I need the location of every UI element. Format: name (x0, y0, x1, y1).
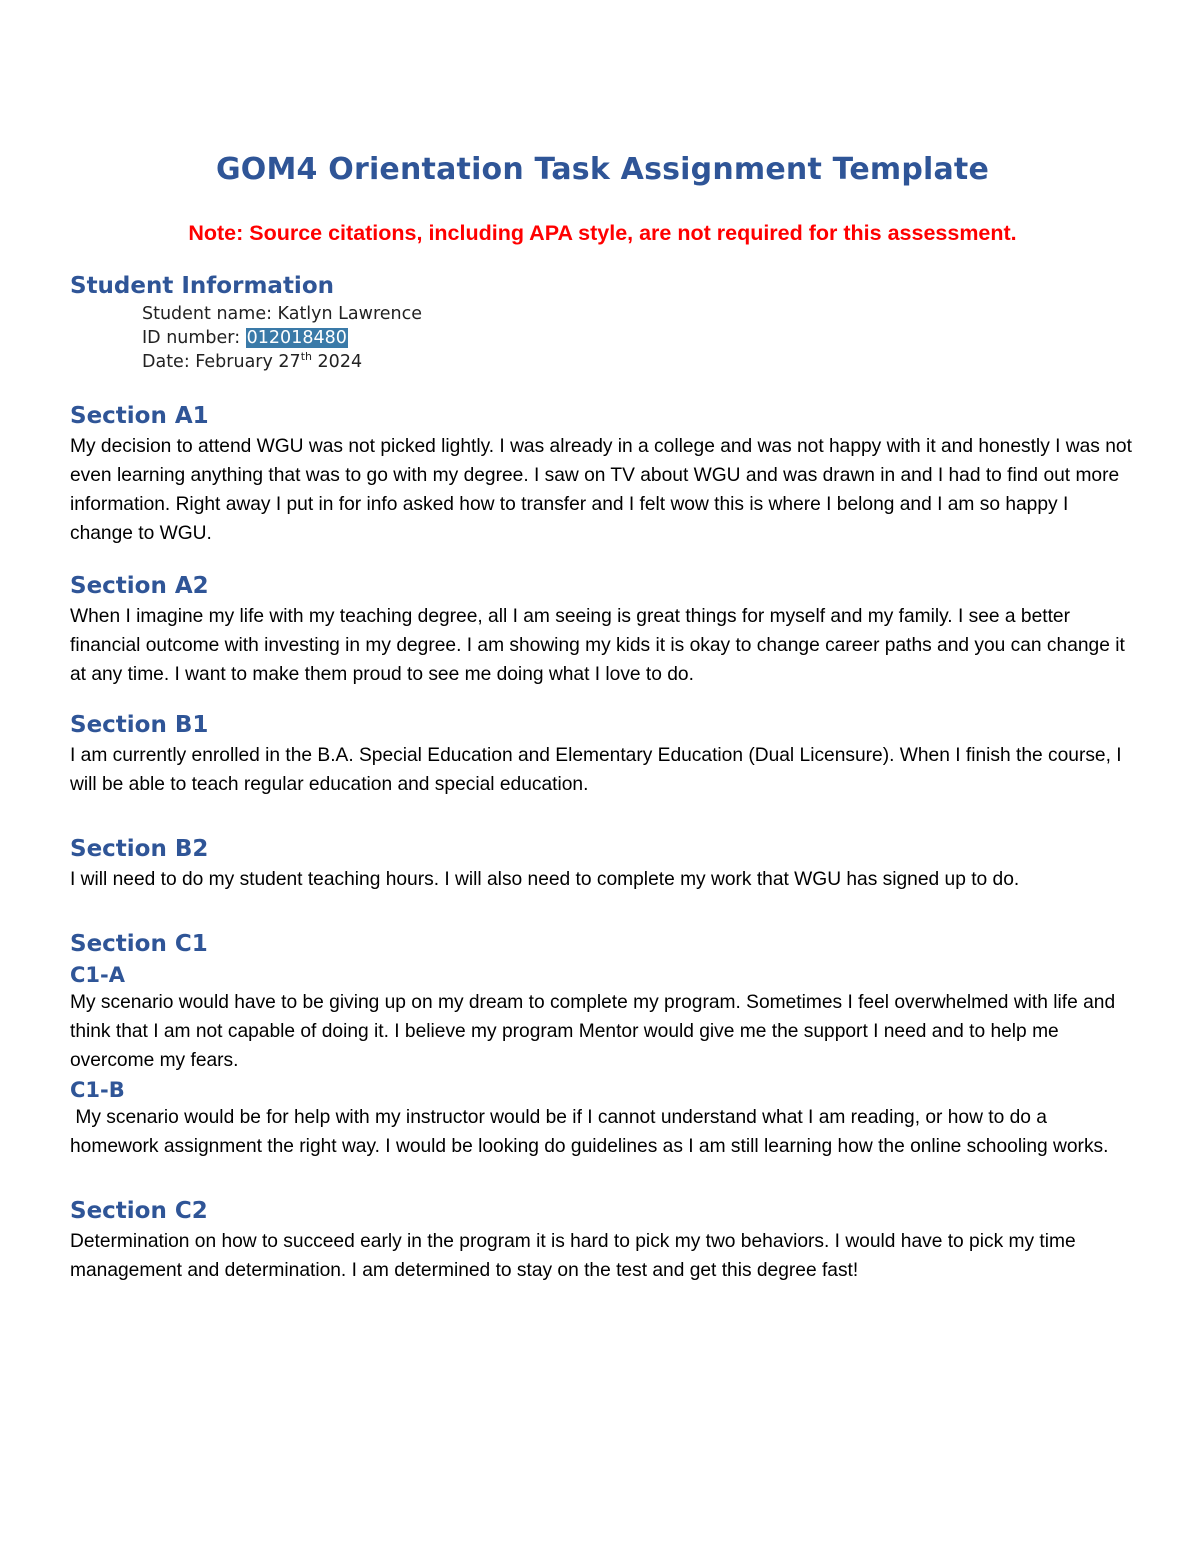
section-a2 (70, 570, 1135, 689)
section-b1-text: I am currently enrolled in the B.A. Special Education and Elementary Education (Dual Licensure). When I finish the course, I will be able to teach regular education and special education. (70, 745, 1122, 795)
document-page (70, 148, 1135, 1285)
student-information-section (70, 270, 1135, 374)
section-c2-text: Determination on how to succeed early in the program it is hard to pick my two behaviors. I would have to pick my time management and determination. I am determined to stay on the test and get this degree fast! (70, 1231, 1076, 1281)
assessment-note: Note: Source citations, including APA style, are not required for this assessment. (188, 221, 1017, 245)
section-a1-heading: Section A1 (70, 403, 209, 429)
section-b2-text: I will need to do my student teaching hours. I will also need to complete my work that WGU has signed up to do. (70, 869, 1020, 890)
document-title: GOM4 Orientation Task Assignment Template (215, 152, 990, 187)
date-label: Date: (142, 352, 196, 372)
student-id-line (142, 326, 1135, 350)
student-name-line (142, 302, 1135, 326)
section-c1 (70, 928, 1135, 1161)
section-c1-b-heading: C1-B (70, 1078, 125, 1102)
section-a2-heading: Section A2 (70, 573, 209, 599)
student-name-label: Student name: (142, 304, 278, 324)
date-line (142, 350, 1135, 374)
section-c1-a-heading: C1-A (70, 963, 125, 987)
date-ordinal-suffix: th (300, 350, 312, 364)
section-a1 (70, 400, 1135, 548)
student-id-value[interactable]: 012018480 (246, 328, 347, 348)
section-c2-heading: Section C2 (70, 1198, 208, 1224)
section-c1-b-text: My scenario would be for help with my instructor would be if I cannot understand what I am reading, or how to do a homework assignment the right way. I would be looking do guidelines as I am still learning how the online schooling works. (70, 1107, 1109, 1157)
section-a2-text: When I imagine my life with my teaching degree, all I am seeing is great things for myself and my family. I see a better financial outcome with investing in my degree. I am showing my kids it is okay to change career paths and you can change it at any time. I want to make them proud to see me doing what I love to do. (70, 606, 1125, 685)
section-c1-heading: Section C1 (70, 931, 208, 957)
section-c1-a-text: My scenario would have to be giving up on my dream to complete my program. Sometimes I feel overwhelmed with life and think that I am not capable of doing it. I believe my program Mentor would give me the support I need and to help me overcome my fears. (70, 992, 1116, 1071)
date-value: February 27 (195, 352, 301, 372)
section-b1 (70, 709, 1135, 799)
section-b2 (70, 833, 1135, 894)
student-information-heading: Student Information (70, 273, 334, 299)
student-name-value: Katlyn Lawrence (277, 304, 423, 324)
section-c2 (70, 1195, 1135, 1285)
section-a1-text: My decision to attend WGU was not picked lightly. I was already in a college and was not happy with it and honestly I was not even learning anything that was to go with my degree. I saw on TV about WGU and was drawn in and I had to find out more information. Right away I put in for info asked how to transfer and I felt wow this is where I belong and I am so happy I change to WGU. (70, 436, 1132, 544)
section-b1-heading: Section B1 (70, 712, 209, 738)
date-year: 2024 (311, 352, 363, 372)
section-b2-heading: Section B2 (70, 836, 209, 862)
student-information-block (142, 302, 1135, 374)
student-id-label: ID number: (142, 328, 246, 348)
